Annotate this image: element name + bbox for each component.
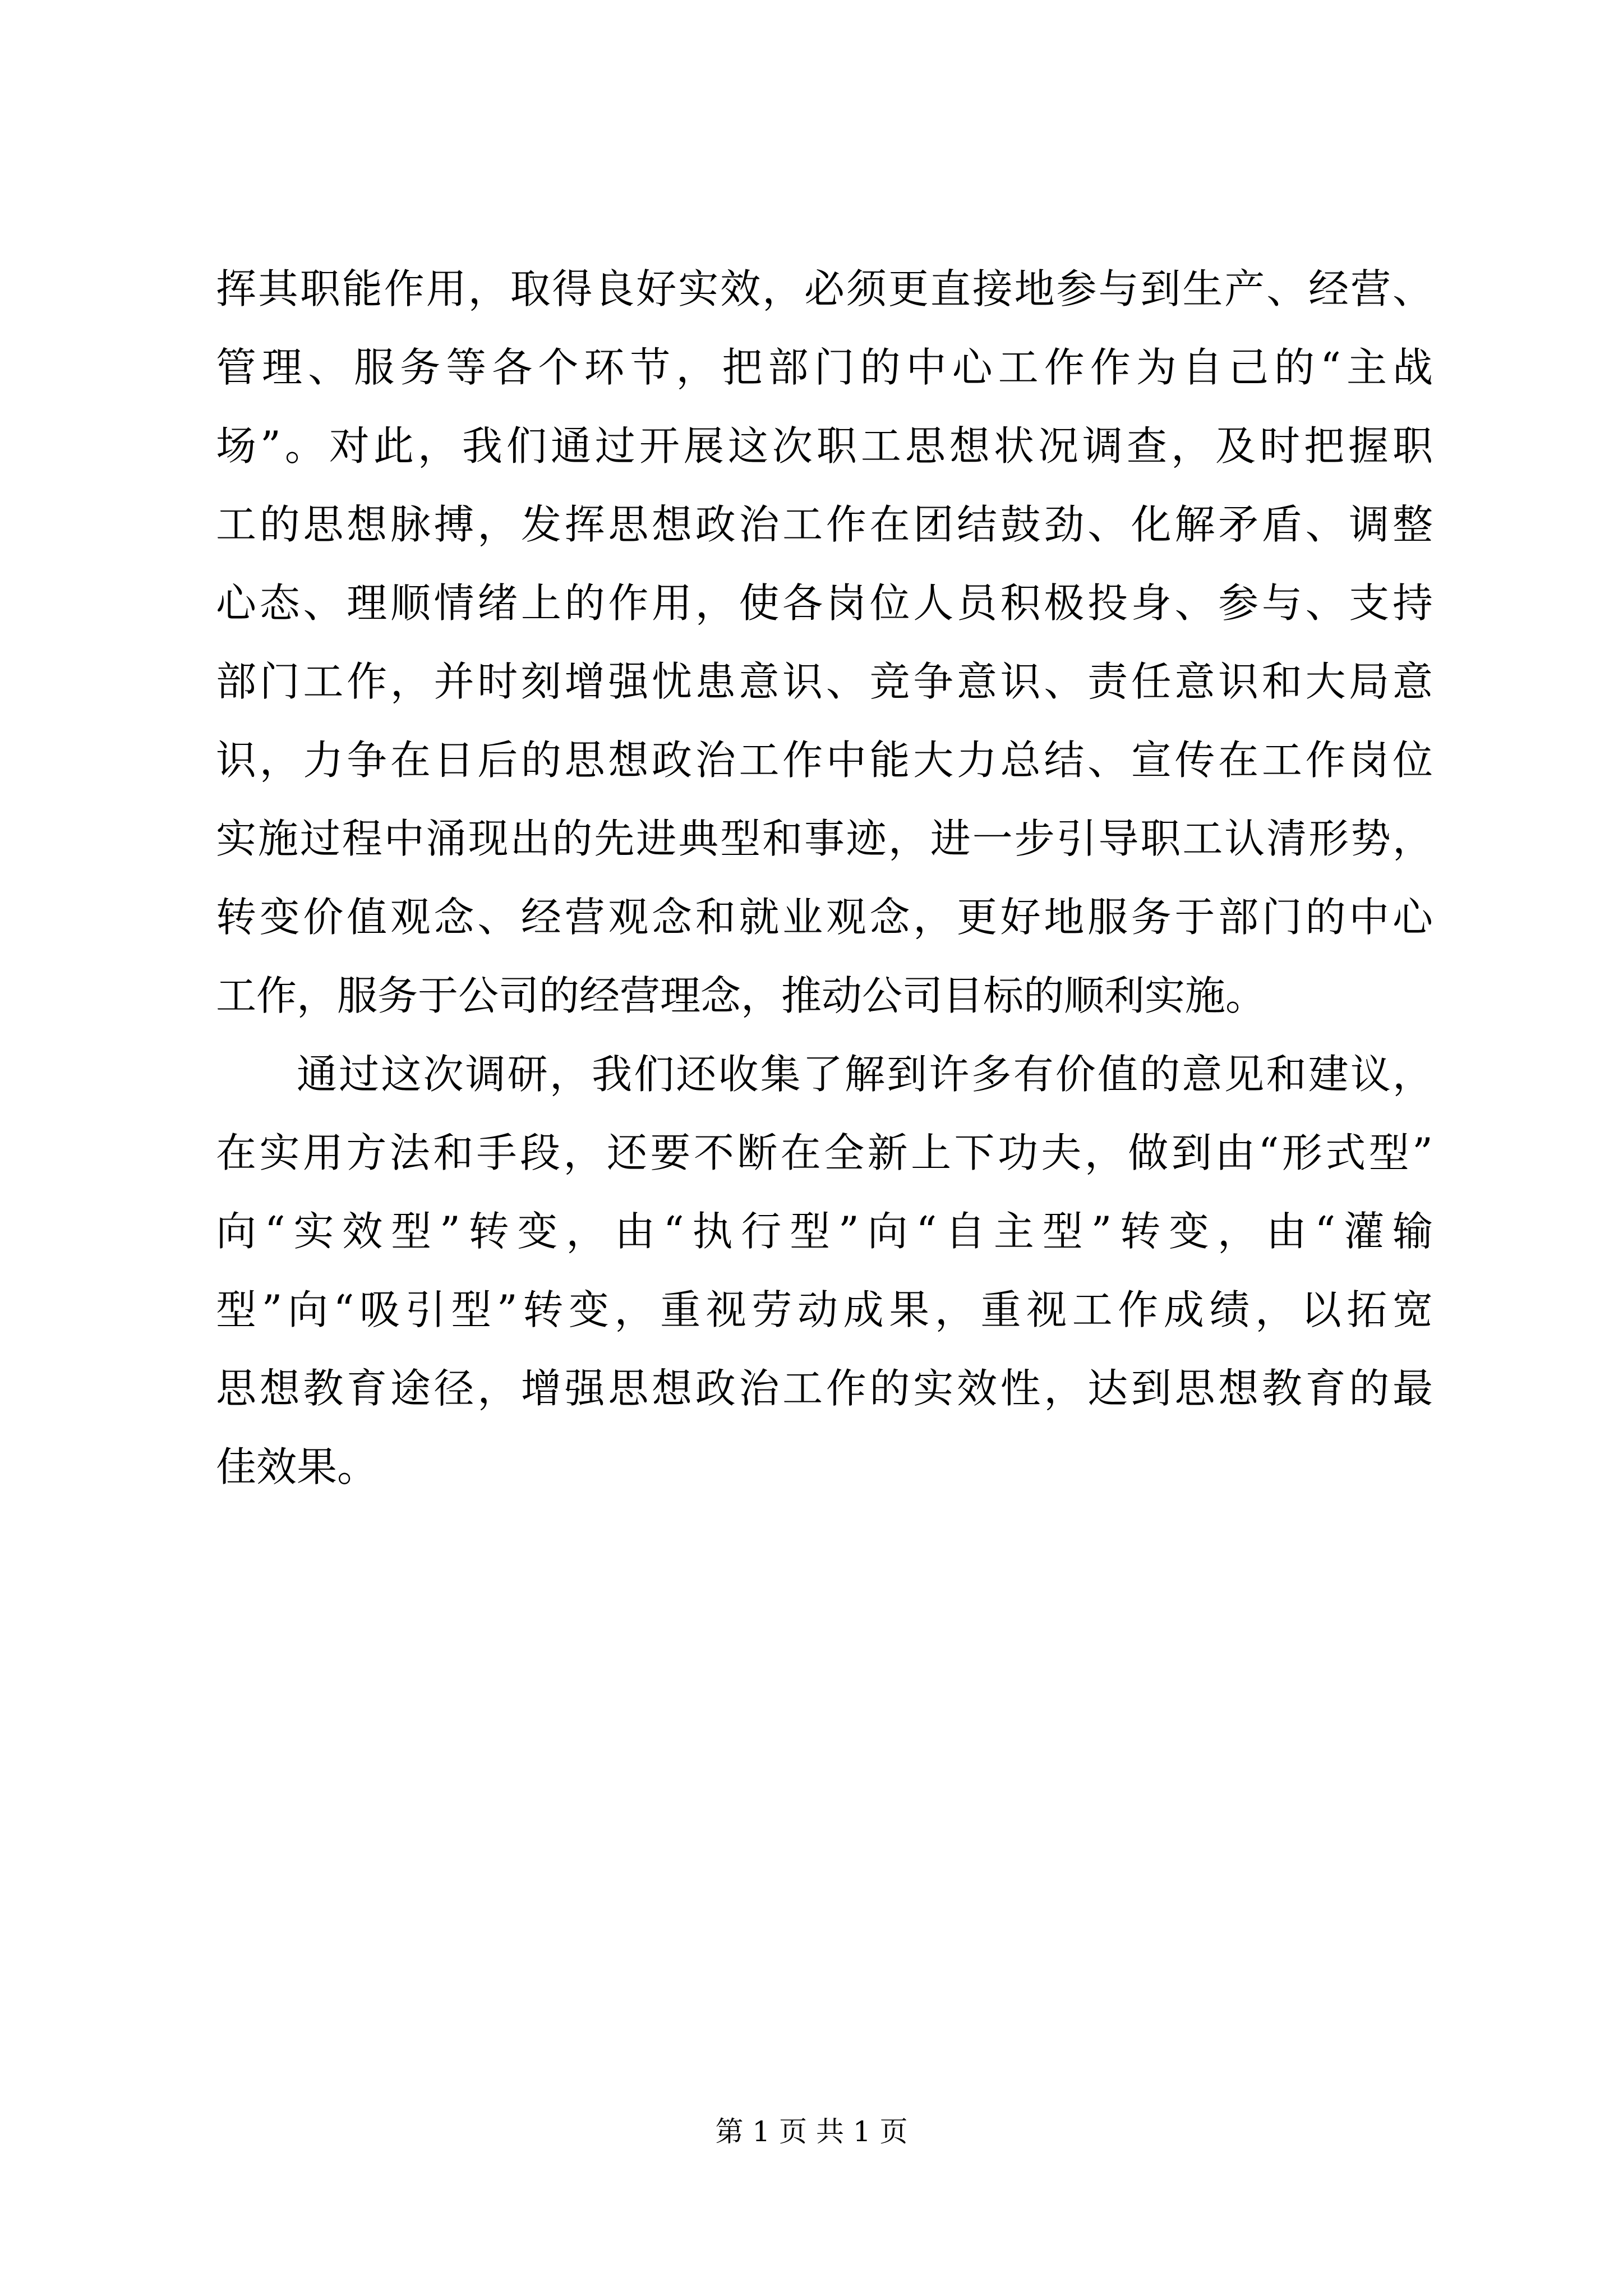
text-line: 部门工作，并时刻增强忧患意识、竞争意识、责任意识和大局意 bbox=[216, 658, 1433, 705]
text-line: 向“实效型”转变，由“执行型”向“自主型”转变，由“灌输 bbox=[216, 1208, 1433, 1255]
text-line: 转变价值观念、经营观念和就业观念，更好地服务于部门的中心 bbox=[216, 894, 1433, 941]
text-line: 工作，服务于公司的经营理念，推动公司目标的顺利实施。 bbox=[216, 972, 1266, 1019]
text-line: 型”向“吸引型”转变，重视劳动成果，重视工作成绩，以拓宽 bbox=[216, 1286, 1433, 1333]
paragraph-1 bbox=[216, 250, 1433, 1035]
text-line: 实施过程中涌现出的先进典型和事迹，进一步引导职工认清形势， bbox=[216, 815, 1433, 862]
text-line: 思想教育途径，增强思想政治工作的实效性，达到思想教育的最 bbox=[216, 1365, 1433, 1412]
text-line: 挥其职能作用，取得良好实效，必须更直接地参与到生产、经营、 bbox=[216, 265, 1433, 312]
body-text bbox=[216, 250, 1433, 1506]
page-footer bbox=[0, 2109, 1623, 2150]
text-line: 通过这次调研，我们还收集了解到许多有价值的意见和建议， bbox=[297, 1051, 1433, 1098]
text-line: 心态、理顺情绪上的作用，使各岗位人员积极投身、参与、支持 bbox=[216, 579, 1433, 627]
text-line: 识，力争在日后的思想政治工作中能大力总结、宣传在工作岗位 bbox=[216, 737, 1433, 784]
text-line: 管理、服务等各个环节，把部门的中心工作作为自己的“主战 bbox=[216, 344, 1433, 391]
text-line: 场”。对此，我们通过开展这次职工思想状况调查，及时把握职 bbox=[216, 422, 1433, 470]
paragraph-2 bbox=[216, 1035, 1433, 1506]
text-line: 佳效果。 bbox=[216, 1443, 378, 1490]
text-line: 工的思想脉搏，发挥思想政治工作在团结鼓劲、化解矛盾、调整 bbox=[216, 501, 1433, 548]
text-line: 在实用方法和手段，还要不断在全新上下功夫，做到由“形式型” bbox=[216, 1129, 1433, 1176]
page-number: 第 1 页 共 1 页 bbox=[715, 2115, 908, 2148]
